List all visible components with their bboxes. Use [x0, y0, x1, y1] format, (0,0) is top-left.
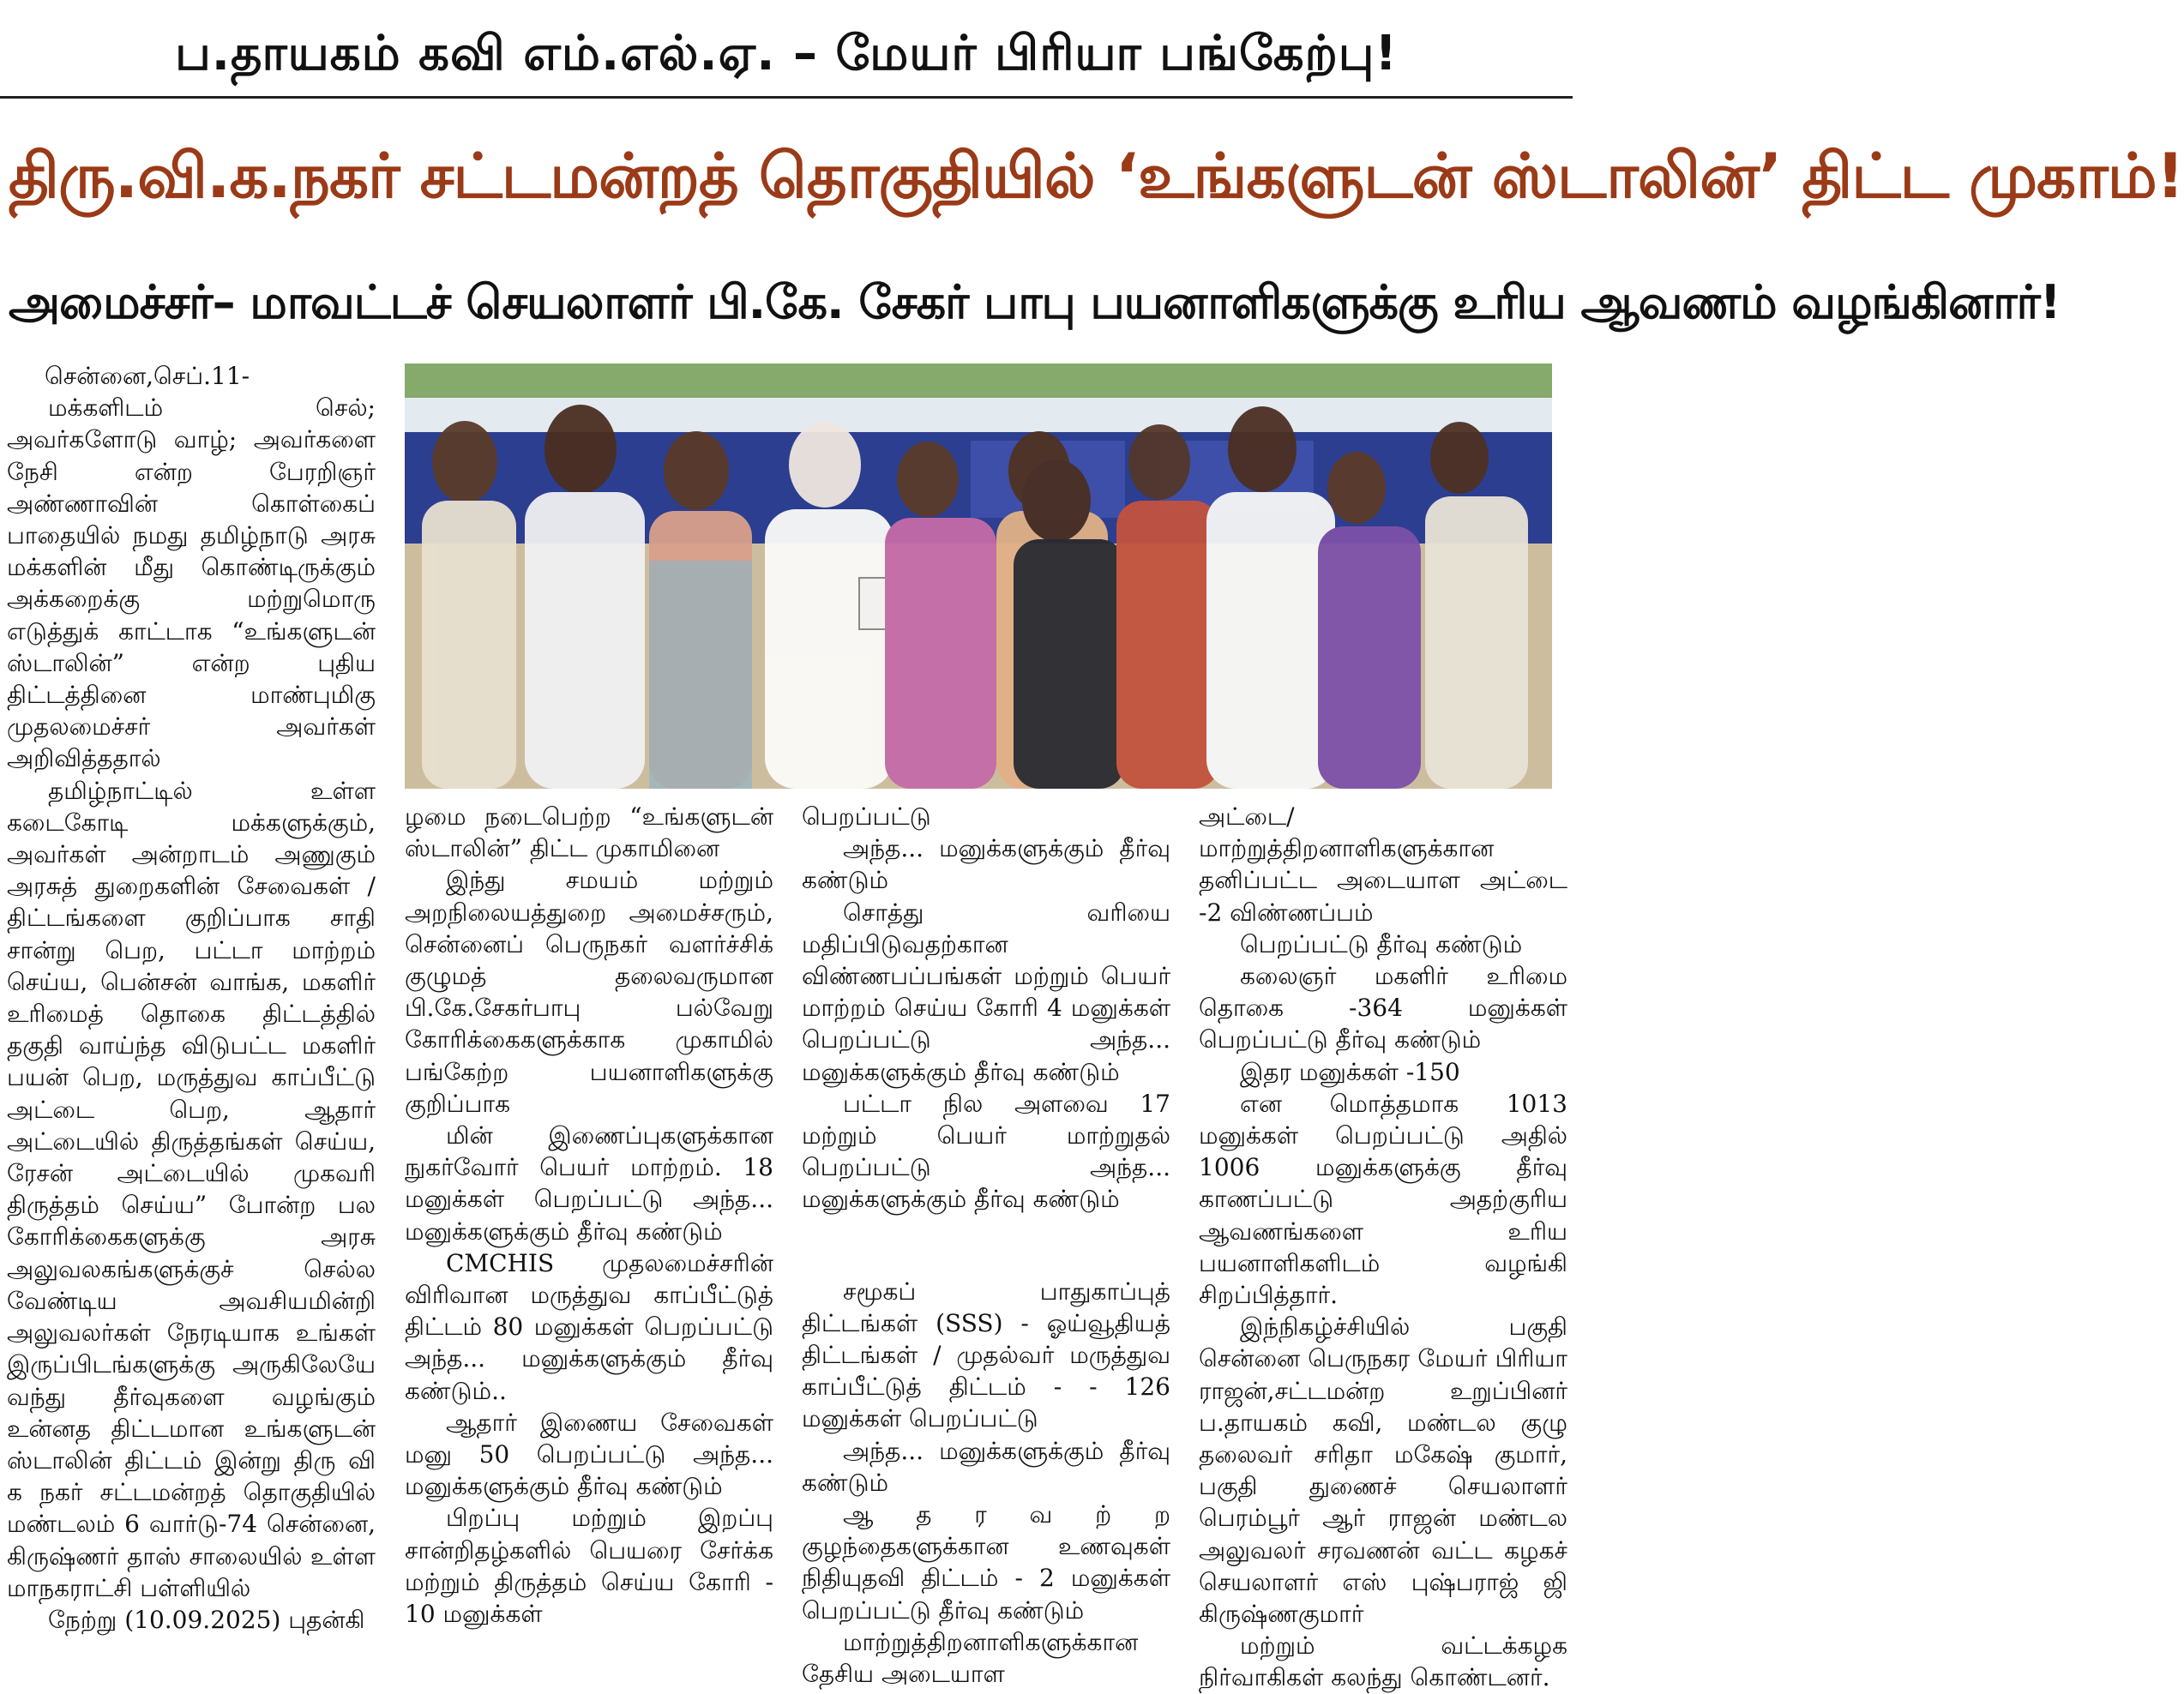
column-1-paragraph: தமிழ்நாட்டில் உள்ள கடைகோடி மக்களுக்கும், அவர்கள் அன்றாடம் அணுகும் அரசுத் துறைகளின் சேவைகள் /திட்டங்களை குறிப்பாக சாதி சான்று பெற, பட்டா மாற்றம் செய்ய, பென்சன் வாங்க, மகளிர் உரிமைத் தொகை திட்டத்தில் தகுதி வாய்ந்த விடுபட்ட மகளிர் பயன் பெற, மருத்துவ காப்பீட்டு அட்டை பெற, ஆதார் அட்டையில் திருத்தங்கள் செய்ய, ரேசன் அட்டையில் முகவரி திருத்தம் செய்ய” போன்ற பல கோரிக்கைகளுக்கு அரசு அலுவலகங்களுக்குச் செல்ல வேண்டிய அவசியமின்றி அலுவலர்கள் நேரடியாக உங்கள் இருப்பிடங்களுக்கு அருகிலேயே வந்து தீர்வுகளை வழங்கும் உன்னத திட்டமான உங்களுடன் ஸ்டாலின் திட்டம் இன்று திரு வி க நகர் சட்டமன்றத் தொகுதியில் மண்டலம் 6 வார்டு-74 சென்னை, கிருஷ்ணர் தாஸ் சாலையில் உள்ள மாநகராட்சி பள்ளியில் [7, 776, 376, 1602]
kicker-headline: ப.தாயகம் கவி எம்.எல்.ஏ. – மேயர் பிரியா பங்கேற்பு! [175, 26, 1398, 81]
column-2-paragraph: CMCHIS முதலமைச்சரின் விரிவான மருத்துவ காப்பீட்டுத் திட்டம் 80 மனுக்கள் பெறப்பட்டு அந்த... மனுக்களுக்கும் தீர்வு கண்டும்.. [405, 1248, 773, 1405]
column-4-paragraph: பெறப்பட்டு தீர்வு கண்டும் [1240, 929, 1523, 958]
column-3-paragraph: மாற்றுத்திறனாளிகளுக்கான தேசிய அடையாள [802, 1627, 1139, 1689]
article-column-2 [405, 801, 773, 1630]
column-2-paragraph: ஆதார் இணைய சேவைகள் மனு 50 பெறப்பட்டு அந்த... மனுக்களுக்கும் தீர்வு கண்டும் [405, 1408, 773, 1501]
header-rule [0, 96, 1573, 99]
article-column-1 [7, 360, 376, 1636]
column-2-paragraph: பிறப்பு மற்றும் இறப்பு சான்றிதழ்களில் பெயரை சேர்க்க மற்றும் திருத்தம் செய்ய கோரி - 10 மனுக்கள் [405, 1504, 773, 1629]
column-1-paragraph: மக்களிடம் செல்; அவர்களோடு வாழ்; அவர்களை நேசி என்ற பேரறிஞர் அண்ணாவின் கொள்கைப் பாதையில் நமது தமிழ்நாடு அரசு மக்களின் மீது கொண்டிருக்கும் அக்கறைக்கு மற்றுமொரு எடுத்துக் காட்டாக “உங்களுடன் ஸ்டாலின்” என்ற புதிய திட்டத்தினை மாண்புமிகு முதலமைச்சர் அவர்கள் அறிவித்ததால் [7, 393, 376, 773]
column-4-paragraph: இதர மனுக்கள் -150 [1240, 1057, 1460, 1086]
column-4-paragraph: கலைஞர் மகளிர் உரிமை தொகை -364 மனுக்கள் பெறப்பட்டு தீர்வு கண்டும் [1199, 962, 1567, 1054]
column-2-paragraph: ழமை நடைபெற்ற “உங்களுடன் ஸ்டாலின்” திட்ட முகாமினை [405, 802, 773, 863]
column-3-paragraph: அந்த... மனுக்களுக்கும் தீர்வு கண்டும் [802, 834, 1170, 895]
main-headline: திரு.வி.க.நகர் சட்டமன்றத் தொகுதியில் ‘உங்களுடன் ஸ்டாலின்’ திட்ட முகாம்! [9, 140, 2184, 212]
news-photo [405, 363, 1552, 789]
column-3-paragraph: பெறப்பட்டு [802, 802, 931, 831]
article-column-3 [802, 801, 1170, 1690]
column-4-paragraph: மற்றும் வட்டக்கழக நிர்வாகிகள் கலந்து கொண்டனர். [1199, 1631, 1567, 1692]
photo-illustration [405, 363, 1552, 789]
column-1-paragraph: நேற்று (10.09.2025) புதன்கி [48, 1605, 365, 1634]
column-2-paragraph: இந்து சமயம் மற்றும் அறநிலையத்துறை அமைச்சரும், சென்னைப் பெருநகர் வளர்ச்சிக் குழுமத் தலைவருமான பி.கே.சேகர்பாபு பல்வேறு கோரிக்கைகளுக்காக முகாமில் பங்கேற்ற பயனாளிகளுக்கு குறிப்பாக [405, 866, 773, 1118]
sub-headline: அமைச்சர்– மாவட்டச் செயலாளர் பி.கே. சேகர் பாபு பயனாளிகளுக்கு உரிய ஆவணம் வழங்கினார்! [9, 275, 2061, 329]
dateline: சென்னை,செப்.11- [45, 362, 250, 390]
column-3-paragraph: பட்டா நில அளவை 17 மற்றும் பெயர் மாற்றுதல் பெறப்பட்டு அந்த... மனுக்களுக்கும் தீர்வு கண்டும் [802, 1089, 1170, 1214]
column-3-paragraph: சொத்து வரியை மதிப்பிடுவதற்கான விண்ணபப்பங்கள் மற்றும் பெயர் மாற்றம் செய்ய கோரி 4 மனுக்கள் பெறப்பட்டு அந்த... மனுக்களுக்கும் தீர்வு கண்டும் [802, 898, 1170, 1086]
column-4-paragraph: இந்நிகழ்ச்சியில் பகுதி சென்னை பெருநகர மேயர் பிரியா ராஜன்,சட்டமன்ற உறுப்பினர் ப.தாயகம் கவி, மண்டல குழு தலைவர் சரிதா மகேஷ் குமார், பகுதி துணைச் செயலாளர் பெரம்பூர் ஆர் ராஜன் மண்டல அலுவலர் சரவணன் வட்ட கழகச் செயலாளர் எஸ் புஷ்பராஜ் ஜி கிருஷ்ணகுமார் [1199, 1313, 1567, 1629]
column-3-paragraph: ஆ த ர வ ற் ற குழந்தைகளுக்கான உணவுகள் நிதியுதவி திட்டம் - 2 மனுக்கள் பெறப்பட்டு தீர்வு கண்டும் [802, 1500, 1170, 1625]
column-3-paragraph: அந்த... மனுக்களுக்கும் தீர்வு கண்டும் [802, 1436, 1170, 1497]
column-3-paragraph: சமூகப் பாதுகாப்புத் திட்டங்கள் (SSS) - ஓய்வூதியத் திட்டங்கள் / முதல்வர் மருத்துவ காப்பீட்டுத் திட்டம் - - 126 மனுக்கள் பெறப்பட்டு [802, 1277, 1170, 1433]
column-2-paragraph: மின் இணைப்புகளுக்கான நுகர்வோர் பெயர் மாற்றம். 18 மனுக்கள் பெறப்பட்டு அந்த... மனுக்களுக்கும் தீர்வு கண்டும் [405, 1121, 773, 1246]
column-4-paragraph: என மொத்தமாக 1013 மனுக்கள் பெறப்பட்டு அதில் 1006 மனுக்களுக்கு தீர்வு காணப்பட்டு அதற்குரிய ஆவணங்களை உரிய பயனாளிகளிடம் வழங்கி சிறப்பித்தார். [1199, 1089, 1567, 1310]
column-4-paragraph: அட்டை/ மாற்றுத்திறனாளிகளுக்கான தனிப்பட்ட அடையாள அட்டை -2 விண்ணப்பம் [1199, 802, 1567, 927]
article-column-4 [1199, 801, 1567, 1694]
